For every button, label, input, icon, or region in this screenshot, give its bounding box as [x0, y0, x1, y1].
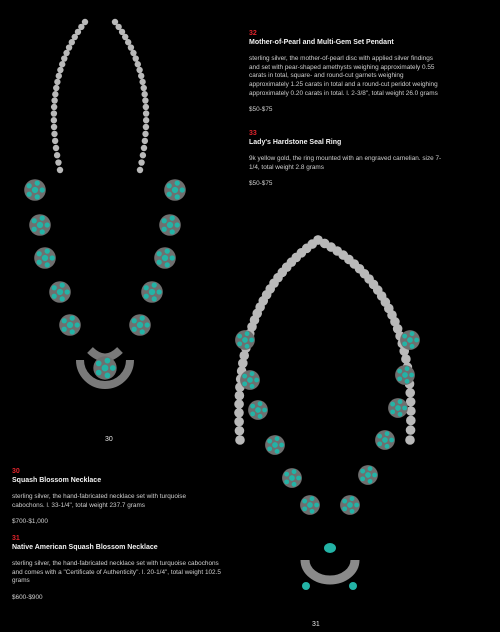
right-right-blossom-4-stone [368, 466, 373, 471]
lot-32 [249, 30, 445, 115]
right-left-blossom-3-stone [267, 439, 272, 444]
right-left-blossom-5-stone [310, 496, 315, 501]
right-right-blossom-4-stone [368, 479, 373, 484]
left-bead-strand-left [63, 50, 69, 56]
lot-number: 32 [249, 30, 257, 37]
right-naja-pendant [305, 560, 355, 580]
right-bead-strand-right [405, 388, 415, 398]
right-bead-strand-left [235, 391, 245, 401]
lot-30 [12, 468, 212, 527]
right-blossom-0-stone [167, 183, 172, 188]
right-blossom-2-stone [170, 255, 175, 260]
right-left-blossom-2-stone [250, 404, 255, 409]
right-blossom-2-stone [162, 255, 168, 261]
right-bead-strand-right [406, 425, 416, 435]
left-bead-strand-right [143, 124, 149, 130]
right-right-blossom-0-stone [402, 334, 407, 339]
right-left-blossom-1-stone [247, 377, 253, 383]
lot-number: 31 [12, 535, 20, 542]
left-bead-strand-left [55, 159, 61, 165]
left-naja-center-stone [96, 361, 102, 367]
right-right-blossom-2-stone [395, 405, 401, 411]
right-blossom-4-stone [137, 322, 143, 328]
right-blossom-1-stone [162, 227, 167, 232]
left-bead-strand-right [133, 55, 139, 61]
right-left-blossom-3-stone [272, 442, 278, 448]
left-bead-strand-left [54, 152, 60, 158]
lot-title: Lady's Hardstone Seal Ring [249, 138, 342, 146]
right-left-blossom-2-stone [250, 411, 255, 416]
right-left-blossom-3-stone [279, 443, 284, 448]
lot-33 [249, 130, 445, 189]
left-naja-center-stone [105, 358, 111, 364]
right-left-blossom-1-stone [250, 371, 255, 376]
right-blossom-3-stone [152, 283, 157, 288]
left-bead-strand-left [66, 44, 72, 50]
left-bead-strand-right [141, 145, 147, 151]
right-right-blossom-5-stone [347, 502, 353, 508]
lot-estimate: $600-$900 [12, 593, 43, 601]
left-bead-strand-right [143, 110, 149, 116]
left-bead-strand-left [57, 67, 63, 73]
right-left-blossom-2-stone [255, 407, 261, 413]
left-naja-center-stone [105, 373, 111, 379]
right-blossom-2-stone [157, 260, 162, 265]
lot-title: Mother-of-Pearl and Multi-Gem Set Pendant [249, 38, 394, 46]
right-right-blossom-3-stone [385, 431, 390, 436]
left-blossom-2-stone [50, 255, 55, 260]
left-bead-strand-left [59, 61, 65, 67]
right-right-blossom-0-stone [407, 337, 413, 343]
right-blossom-4-stone [132, 318, 137, 323]
right-blossom-2-stone [165, 249, 170, 254]
left-blossom-2-stone [45, 249, 50, 254]
image-caption-right: 31 [312, 621, 320, 628]
right-bead-strand-right [401, 354, 411, 364]
left-bead-strand-right [128, 44, 134, 50]
left-bead-strand-right [141, 85, 147, 91]
left-bead-strand-right [142, 131, 148, 137]
left-bead-strand-left [51, 110, 57, 116]
right-right-blossom-2-stone [398, 412, 403, 417]
right-right-blossom-0-stone [402, 341, 407, 346]
left-blossom-0-stone [35, 181, 40, 186]
right-right-blossom-0-stone [414, 338, 419, 343]
left-blossom-0-stone [27, 192, 32, 197]
left-bead-strand-right [138, 159, 144, 165]
lot-estimate: $50-$75 [249, 106, 273, 114]
left-blossom-1-stone [32, 218, 37, 223]
right-blossom-4-stone [140, 329, 145, 334]
right-blossom-1-stone [170, 216, 175, 221]
right-bead-strand-left [234, 408, 244, 418]
right-blossom-1-stone [167, 222, 173, 228]
left-bead-strand-left [54, 79, 60, 85]
left-blossom-0-stone [27, 183, 32, 188]
left-bead-strand-left [51, 97, 57, 103]
right-left-blossom-3-stone [275, 436, 280, 441]
left-bead-strand-right [142, 138, 148, 144]
right-left-blossom-1-stone [254, 378, 259, 383]
right-bead-strand-left [235, 426, 245, 436]
left-bead-strand-right [138, 73, 144, 79]
left-bead-strand-right [135, 61, 141, 67]
right-naja-top-stone [324, 543, 336, 553]
right-blossom-3-stone [149, 289, 155, 295]
right-right-blossom-1-stone [409, 373, 414, 378]
left-bead-strand-right [136, 67, 142, 73]
right-right-blossom-2-stone [398, 399, 403, 404]
right-left-blossom-0-stone [245, 331, 250, 336]
left-blossom-3-stone [60, 283, 65, 288]
right-right-blossom-3-stone [377, 441, 382, 446]
right-bead-strand-right [406, 416, 416, 426]
right-right-blossom-4-stone [360, 476, 365, 481]
right-right-blossom-3-stone [389, 438, 394, 443]
left-naja-center-stone [110, 365, 116, 371]
left-blossom-0-stone [35, 194, 40, 199]
right-bead-strand-left [235, 435, 245, 445]
right-right-blossom-5-stone [350, 496, 355, 501]
right-blossom-0-stone [175, 194, 180, 199]
right-right-blossom-3-stone [382, 437, 388, 443]
right-right-blossom-1-stone [405, 366, 410, 371]
left-blossom-0-stone [40, 187, 45, 192]
lot-description: sterling silver, the hand-fabricated necklace set with turquoise cabochons and comes with a "Certificate of Authenticity". l. 20-1/4", total weight 102.5 grams [12, 560, 221, 585]
right-left-blossom-3-stone [267, 446, 272, 451]
lot-estimate: $700-$1,000 [12, 518, 48, 526]
left-blossom-2-stone [37, 251, 42, 256]
left-blossom-3-stone [52, 285, 57, 290]
right-right-blossom-1-stone [402, 372, 408, 378]
left-blossom-1-stone [37, 222, 43, 228]
right-left-blossom-0-stone [237, 334, 242, 339]
right-right-blossom-2-stone [390, 402, 395, 407]
right-blossom-3-stone [144, 285, 149, 290]
right-left-blossom-5-stone [302, 499, 307, 504]
left-bead-strand-right [140, 152, 146, 158]
left-bead-strand-right [142, 97, 148, 103]
right-blossom-3-stone [144, 294, 149, 299]
left-bead-strand-left [51, 104, 57, 110]
lot-description: 9k yellow gold, the ring mounted with an engraved carnelian. size 7-1/4, total weight 2.8 grams [249, 155, 442, 171]
right-blossom-1-stone [170, 229, 175, 234]
right-blossom-1-stone [162, 218, 167, 223]
right-left-blossom-0-stone [245, 344, 250, 349]
left-bead-strand-left [52, 138, 58, 144]
lot-estimate: $50-$75 [249, 180, 273, 188]
right-blossom-2-stone [157, 251, 162, 256]
right-left-blossom-5-stone [310, 509, 315, 514]
right-blossom-1-stone [175, 222, 180, 227]
left-blossom-1-stone [40, 229, 45, 234]
left-blossom-1-stone [32, 227, 37, 232]
right-left-blossom-4-stone [296, 476, 301, 481]
right-left-blossom-0-stone [237, 341, 242, 346]
left-blossom-4-stone [62, 327, 67, 332]
left-blossom-3-stone [57, 289, 63, 295]
right-right-blossom-2-stone [402, 406, 407, 411]
right-left-blossom-1-stone [242, 381, 247, 386]
right-left-blossom-4-stone [292, 482, 297, 487]
lot-31 [12, 535, 222, 603]
left-bead-strand-left [57, 167, 63, 173]
left-bead-strand-right [130, 50, 136, 56]
lot-title: Native American Squash Blossom Necklace [12, 543, 158, 551]
right-naja-left-stone [302, 582, 310, 590]
left-blossom-4-stone [67, 322, 73, 328]
right-right-blossom-0-stone [410, 344, 415, 349]
left-bead-strand-left [51, 117, 57, 123]
left-blossom-4-stone [75, 322, 80, 327]
right-blossom-4-stone [132, 327, 137, 332]
right-right-blossom-5-stone [350, 509, 355, 514]
left-bead-strand-left [53, 85, 59, 91]
right-left-blossom-4-stone [289, 475, 295, 481]
left-bead-strand-left [52, 91, 58, 97]
right-right-blossom-1-stone [397, 369, 402, 374]
right-left-blossom-5-stone [302, 506, 307, 511]
lot-title: Squash Blossom Necklace [12, 476, 102, 484]
right-blossom-0-stone [175, 181, 180, 186]
right-right-blossom-5-stone [342, 499, 347, 504]
left-blossom-0-stone [32, 187, 38, 193]
left-bead-strand-left [61, 55, 67, 61]
lot-description: sterling silver, the mother-of-pearl disc with applied silver findings and set with pear-shaped amethysts weighing approximately 0.55 carats in total, square- and round-cut garnets weighing approximately 1.25 carats in total and a round-cut peridot weighing approximately 0.20 carats in total. l. 2-3/8", total weight 26.0 grams [249, 55, 438, 97]
left-bead-strand-left [51, 131, 57, 137]
left-blossom-1-stone [45, 222, 50, 227]
right-blossom-2-stone [165, 262, 170, 267]
right-right-blossom-5-stone [342, 506, 347, 511]
left-naja-center-stone [102, 365, 109, 372]
left-blossom-4-stone [70, 316, 75, 321]
right-right-blossom-4-stone [365, 472, 371, 478]
right-left-blossom-2-stone [262, 408, 267, 413]
left-bead-strand-right [139, 79, 145, 85]
right-left-blossom-1-stone [250, 384, 255, 389]
lot-number: 30 [12, 468, 20, 475]
right-blossom-0-stone [167, 192, 172, 197]
right-blossom-4-stone [140, 316, 145, 321]
right-blossom-4-stone [145, 322, 150, 327]
right-left-blossom-5-stone [314, 503, 319, 508]
right-left-blossom-0-stone [242, 337, 248, 343]
right-right-blossom-3-stone [377, 434, 382, 439]
right-right-blossom-3-stone [385, 444, 390, 449]
left-blossom-2-stone [42, 255, 48, 261]
right-bead-strand-right [405, 435, 415, 445]
left-blossom-3-stone [60, 296, 65, 301]
left-blossom-2-stone [45, 262, 50, 267]
right-left-blossom-5-stone [307, 502, 313, 508]
lot-number: 33 [249, 130, 257, 137]
right-left-blossom-4-stone [284, 472, 289, 477]
right-left-blossom-4-stone [284, 479, 289, 484]
right-right-blossom-5-stone [354, 503, 359, 508]
right-right-blossom-0-stone [410, 331, 415, 336]
right-naja-right-stone [349, 582, 357, 590]
left-bead-strand-right [143, 117, 149, 123]
left-bead-strand-right [137, 167, 143, 173]
left-blossom-4-stone [62, 318, 67, 323]
right-left-blossom-0-stone [249, 338, 254, 343]
left-blossom-3-stone [65, 289, 70, 294]
right-blossom-3-stone [157, 289, 162, 294]
image-caption-left: 30 [105, 436, 113, 443]
right-blossom-3-stone [152, 296, 157, 301]
left-blossom-2-stone [37, 260, 42, 265]
right-left-blossom-2-stone [258, 414, 263, 419]
right-right-blossom-1-stone [397, 376, 402, 381]
left-blossom-1-stone [40, 216, 45, 221]
right-bead-strand-left [234, 417, 244, 427]
right-right-blossom-2-stone [390, 409, 395, 414]
right-left-blossom-3-stone [275, 449, 280, 454]
right-right-blossom-4-stone [360, 469, 365, 474]
right-blossom-0-stone [172, 187, 178, 193]
left-naja-center-stone [96, 370, 102, 376]
right-left-blossom-1-stone [242, 374, 247, 379]
right-left-blossom-4-stone [292, 469, 297, 474]
left-blossom-3-stone [52, 294, 57, 299]
right-right-blossom-1-stone [405, 379, 410, 384]
left-bead-strand-right [141, 91, 147, 97]
left-bead-strand-left [53, 145, 59, 151]
lot-description: sterling silver, the hand-fabricated necklace set with turquoise cabochons. l. 33-1/4", total weight 237.7 grams [12, 493, 187, 509]
left-bead-strand-left [51, 124, 57, 130]
left-bead-strand-left [56, 73, 62, 79]
right-blossom-0-stone [180, 187, 185, 192]
right-left-blossom-2-stone [258, 401, 263, 406]
left-bead-strand-right [143, 104, 149, 110]
left-blossom-4-stone [70, 329, 75, 334]
right-right-blossom-4-stone [372, 473, 377, 478]
right-bead-strand-left [234, 399, 244, 409]
